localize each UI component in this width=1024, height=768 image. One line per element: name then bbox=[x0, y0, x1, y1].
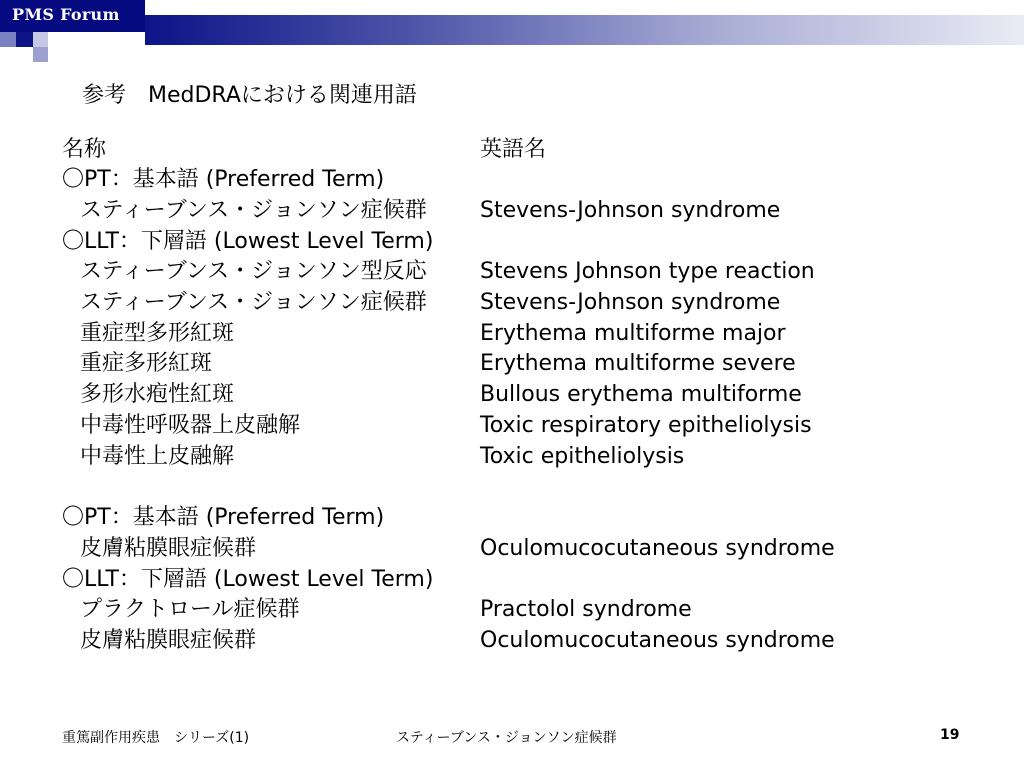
table-row-left: 中毒性上皮融解 bbox=[80, 444, 235, 469]
table-row-right: Stevens-Johnson syndrome bbox=[480, 198, 781, 223]
table-row-left: 〇PT：基本語 (Preferred Term) bbox=[62, 167, 385, 192]
table-row-right: Oculomucocutaneous syndrome bbox=[480, 536, 835, 561]
table-row-left: スティーブンス・ジョンソン症候群 bbox=[80, 290, 427, 315]
table-row-left: 重症型多形紅斑 bbox=[80, 321, 235, 346]
decorative-square bbox=[16, 32, 33, 47]
column-header-name: 名称 bbox=[62, 137, 107, 162]
footer-series: 重篤副作用疾患 シリーズ(1) bbox=[62, 730, 250, 746]
table-row-left: プラクトロール症候群 bbox=[80, 597, 300, 622]
table-row-right: Practolol syndrome bbox=[480, 597, 692, 622]
table-row-right: Toxic epitheliolysis bbox=[480, 444, 685, 469]
slide-title: 参考 MedDRAにおける関連用語 bbox=[82, 83, 417, 108]
table-row-left: 〇PT：基本語 (Preferred Term) bbox=[62, 505, 385, 530]
page-number: 19 bbox=[940, 727, 960, 743]
table-row-right: Stevens Johnson type reaction bbox=[480, 259, 815, 284]
column-header-english: 英語名 bbox=[480, 137, 547, 162]
logo-banner bbox=[0, 0, 145, 32]
table-row-right: Stevens-Johnson syndrome bbox=[480, 290, 781, 315]
decorative-square bbox=[0, 32, 16, 47]
table-row-left: 中毒性呼吸器上皮融解 bbox=[80, 413, 301, 438]
logo-text: PMS Forum bbox=[12, 5, 120, 24]
table-row-left: 皮膚粘膜眼症候群 bbox=[80, 628, 257, 653]
table-row-right: Oculomucocutaneous syndrome bbox=[480, 628, 835, 653]
footer-topic: スティーブンス・ジョンソン症候群 bbox=[396, 730, 617, 746]
table-row-right: Toxic respiratory epitheliolysis bbox=[480, 413, 812, 438]
table-row-right: Erythema multiforme major bbox=[480, 321, 786, 346]
table-row-right: Erythema multiforme severe bbox=[480, 351, 796, 376]
table-row-right: Bullous erythema multiforme bbox=[480, 382, 802, 407]
table-row-left: 〇LLT：下層語 (Lowest Level Term) bbox=[62, 229, 434, 254]
table-row-left: 皮膚粘膜眼症候群 bbox=[80, 536, 257, 561]
decorative-square bbox=[33, 32, 48, 47]
decorative-square bbox=[33, 47, 48, 62]
table-row-left: 多形水疱性紅斑 bbox=[80, 382, 235, 407]
table-row-left: スティーブンス・ジョンソン症候群 bbox=[80, 198, 427, 223]
table-row-left: 〇LLT：下層語 (Lowest Level Term) bbox=[62, 567, 434, 592]
header-gradient-bar bbox=[145, 15, 1024, 45]
table-row-left: 重症多形紅斑 bbox=[80, 351, 213, 376]
table-row-left: スティーブンス・ジョンソン型反応 bbox=[80, 259, 427, 284]
